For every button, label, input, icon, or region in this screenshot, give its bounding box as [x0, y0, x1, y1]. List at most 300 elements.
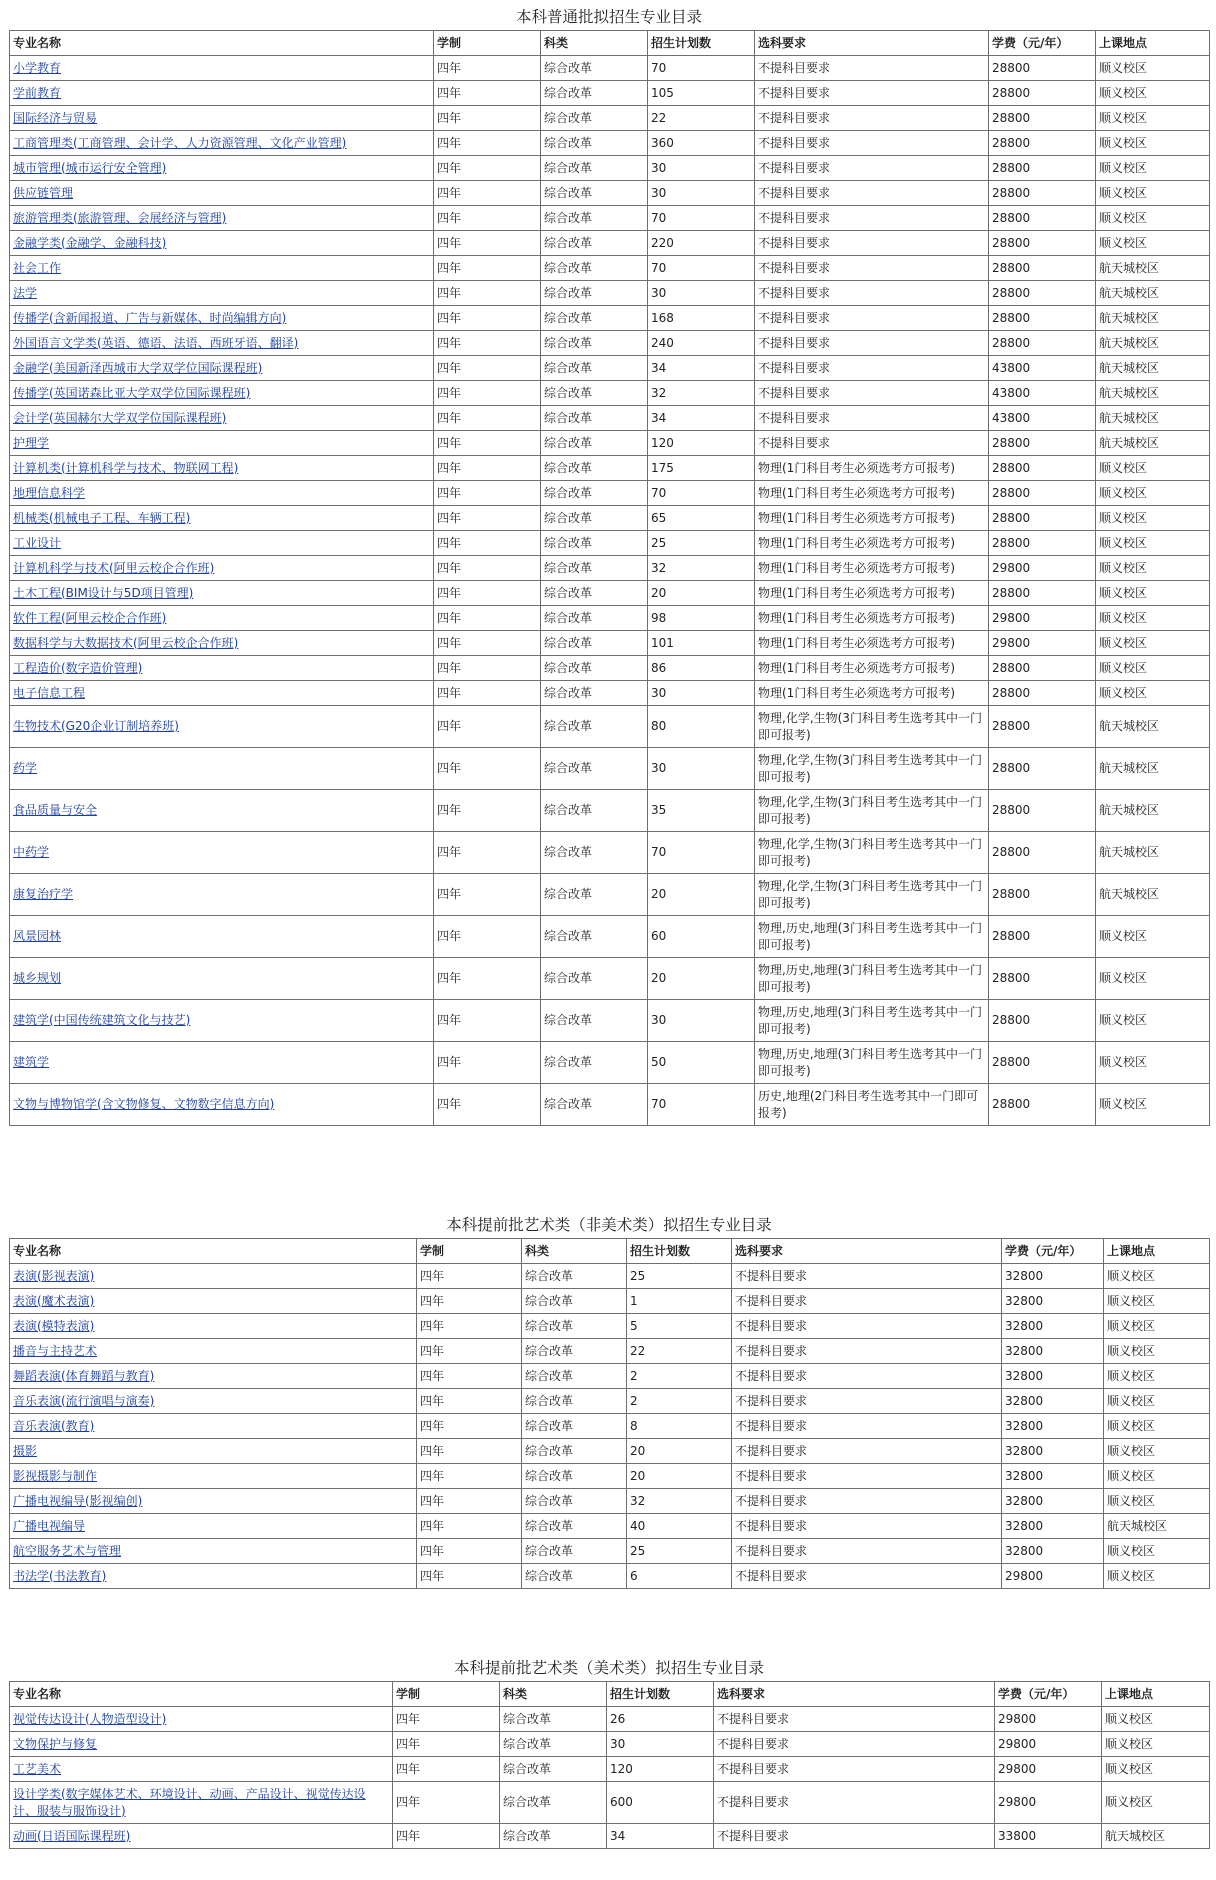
major-name-cell — [10, 1707, 393, 1732]
subject-requirement-cell: 不提科目要求 — [755, 106, 989, 131]
major-link[interactable]: 机械类(机械电子工程、车辆工程) — [13, 510, 191, 525]
quota-cell: 120 — [648, 431, 755, 456]
section-title: 本科提前批艺术类（非美术类）拟招生专业目录 — [446, 1216, 772, 1234]
tuition-cell: 28800 — [989, 131, 1096, 156]
table-row — [10, 958, 1210, 1000]
duration-cell: 四年 — [434, 656, 541, 681]
duration-cell: 四年 — [393, 1707, 500, 1732]
subject-requirement-cell: 不提科目要求 — [755, 281, 989, 306]
subject-requirement-cell: 物理(1门科目考生必须选考方可报考) — [755, 556, 989, 581]
quota-cell: 65 — [648, 506, 755, 531]
tuition-cell: 28800 — [989, 531, 1096, 556]
duration-cell: 四年 — [434, 281, 541, 306]
major-name-cell — [10, 356, 434, 381]
quota-cell: 30 — [648, 181, 755, 206]
major-link[interactable]: 广播电视编导(影视编创) — [13, 1493, 143, 1508]
major-link[interactable]: 金融学类(金融学、金融科技) — [13, 235, 167, 250]
major-name-cell — [10, 281, 434, 306]
major-name-cell — [10, 1564, 417, 1589]
campus-cell: 顺义校区 — [1096, 206, 1210, 231]
subject-requirement-cell: 物理,历史,地理(3门科目考生选考其中一门即可报考) — [755, 1042, 989, 1084]
major-link[interactable]: 食品质量与安全 — [13, 803, 98, 817]
quota-cell: 20 — [648, 581, 755, 606]
major-name-cell — [10, 1824, 393, 1849]
duration-cell: 四年 — [434, 381, 541, 406]
table-row — [10, 1707, 1210, 1732]
major-name-cell — [10, 456, 434, 481]
major-link[interactable]: 工业设计 — [13, 535, 62, 550]
tuition-cell: 28800 — [989, 1042, 1096, 1084]
major-link[interactable]: 摄影 — [13, 1443, 38, 1458]
table-row — [10, 306, 1210, 331]
majors-table — [9, 1238, 1210, 1589]
header-tuition: 学费（元/年） — [989, 31, 1096, 56]
major-name-cell — [10, 1000, 434, 1042]
campus-cell: 顺义校区 — [1096, 456, 1210, 481]
tuition-cell: 28800 — [989, 206, 1096, 231]
major-name-cell — [10, 256, 434, 281]
major-name-cell — [10, 958, 434, 1000]
major-name-cell — [10, 1389, 417, 1414]
subject-requirement-cell: 物理(1门科目考生必须选考方可报考) — [755, 481, 989, 506]
duration-cell: 四年 — [434, 306, 541, 331]
subject-requirement-cell: 不提科目要求 — [732, 1414, 1002, 1439]
major-link[interactable]: 法学 — [13, 285, 38, 300]
category-cell: 综合改革 — [522, 1439, 627, 1464]
major-link[interactable]: 表演(模特表演) — [13, 1318, 95, 1333]
major-name-cell — [10, 1042, 434, 1084]
major-link[interactable]: 广播电视编导 — [13, 1518, 86, 1533]
category-cell: 综合改革 — [522, 1564, 627, 1589]
category-cell: 综合改革 — [541, 231, 648, 256]
major-link[interactable]: 建筑学 — [13, 1055, 50, 1069]
header-duration: 学制 — [417, 1239, 522, 1264]
duration-cell: 四年 — [434, 56, 541, 81]
section-art-non-fine — [9, 1212, 1209, 1589]
tuition-cell: 28800 — [989, 1000, 1096, 1042]
campus-cell: 航天城校区 — [1096, 706, 1210, 748]
header-campus: 上课地点 — [1104, 1239, 1210, 1264]
major-name-cell — [10, 581, 434, 606]
major-link[interactable]: 舞蹈表演(体育舞蹈与教育) — [13, 1368, 155, 1383]
campus-cell: 航天城校区 — [1102, 1824, 1210, 1849]
quota-cell: 5 — [627, 1314, 732, 1339]
majors-table — [9, 1681, 1210, 1849]
duration-cell: 四年 — [434, 456, 541, 481]
major-name-cell — [10, 1539, 417, 1564]
duration-cell: 四年 — [434, 106, 541, 131]
subject-requirement-cell: 不提科目要求 — [714, 1732, 995, 1757]
major-link[interactable]: 传播学(含新闻报道、广告与新媒体、时尚编辑方向) — [13, 310, 287, 325]
major-link[interactable]: 表演(魔术表演) — [13, 1293, 95, 1308]
major-link[interactable]: 文物与博物馆学(含文物修复、文物数字信息方向) — [13, 1097, 275, 1111]
tuition-cell: 43800 — [989, 356, 1096, 381]
campus-cell: 顺义校区 — [1104, 1539, 1210, 1564]
subject-requirement-cell: 物理,历史,地理(3门科目考生选考其中一门即可报考) — [755, 1000, 989, 1042]
table-row — [10, 681, 1210, 706]
quota-cell: 70 — [648, 56, 755, 81]
campus-cell: 顺义校区 — [1096, 631, 1210, 656]
campus-cell: 顺义校区 — [1096, 1000, 1210, 1042]
tuition-cell: 29800 — [995, 1732, 1102, 1757]
category-cell: 综合改革 — [541, 256, 648, 281]
duration-cell: 四年 — [417, 1389, 522, 1414]
major-link[interactable]: 学前教育 — [13, 85, 62, 100]
subject-requirement-cell: 不提科目要求 — [755, 256, 989, 281]
subject-requirement-cell: 物理(1门科目考生必须选考方可报考) — [755, 606, 989, 631]
major-link[interactable]: 康复治疗学 — [13, 887, 74, 901]
campus-cell: 顺义校区 — [1096, 506, 1210, 531]
subject-requirement-cell: 不提科目要求 — [732, 1314, 1002, 1339]
subject-requirement-cell: 物理(1门科目考生必须选考方可报考) — [755, 681, 989, 706]
quota-cell: 40 — [627, 1514, 732, 1539]
major-link[interactable]: 护理学 — [13, 435, 50, 450]
major-link[interactable]: 计算机科学与技术(阿里云校企合作班) — [13, 560, 215, 575]
duration-cell: 四年 — [434, 356, 541, 381]
header-category: 科类 — [522, 1239, 627, 1264]
duration-cell: 四年 — [434, 790, 541, 832]
subject-requirement-cell: 物理(1门科目考生必须选考方可报考) — [755, 456, 989, 481]
tuition-cell: 29800 — [1002, 1564, 1104, 1589]
subject-requirement-cell: 不提科目要求 — [755, 406, 989, 431]
major-link[interactable]: 航空服务艺术与管理 — [13, 1543, 122, 1558]
subject-requirement-cell: 物理,历史,地理(3门科目考生选考其中一门即可报考) — [755, 958, 989, 1000]
campus-cell: 顺义校区 — [1104, 1264, 1210, 1289]
quota-cell: 8 — [627, 1414, 732, 1439]
tuition-cell: 29800 — [989, 556, 1096, 581]
table-row — [10, 556, 1210, 581]
tuition-cell: 29800 — [989, 606, 1096, 631]
header-campus: 上课地点 — [1102, 1682, 1210, 1707]
category-cell: 综合改革 — [541, 556, 648, 581]
header-major: 专业名称 — [10, 1239, 417, 1264]
campus-cell: 顺义校区 — [1104, 1464, 1210, 1489]
major-link[interactable]: 表演(影视表演) — [13, 1268, 95, 1283]
tuition-cell: 32800 — [1002, 1339, 1104, 1364]
majors-table — [9, 30, 1210, 1126]
category-cell: 综合改革 — [500, 1782, 607, 1824]
major-name-cell — [10, 1264, 417, 1289]
campus-cell: 航天城校区 — [1096, 356, 1210, 381]
category-cell: 综合改革 — [541, 1042, 648, 1084]
campus-cell: 顺义校区 — [1096, 131, 1210, 156]
campus-cell: 顺义校区 — [1096, 106, 1210, 131]
table-row — [10, 1539, 1210, 1564]
campus-cell: 顺义校区 — [1104, 1389, 1210, 1414]
tuition-cell: 28800 — [989, 456, 1096, 481]
campus-cell: 顺义校区 — [1096, 231, 1210, 256]
campus-cell: 顺义校区 — [1104, 1439, 1210, 1464]
major-name-cell — [10, 56, 434, 81]
category-cell: 综合改革 — [541, 206, 648, 231]
category-cell: 综合改革 — [541, 1084, 648, 1126]
quota-cell: 32 — [648, 381, 755, 406]
header-subject-req: 选科要求 — [755, 31, 989, 56]
category-cell: 综合改革 — [522, 1464, 627, 1489]
table-row — [10, 706, 1210, 748]
major-link[interactable]: 电子信息工程 — [13, 685, 86, 700]
duration-cell: 四年 — [417, 1289, 522, 1314]
quota-cell: 30 — [607, 1732, 714, 1757]
quota-cell: 34 — [648, 406, 755, 431]
category-cell: 综合改革 — [522, 1539, 627, 1564]
duration-cell: 四年 — [393, 1732, 500, 1757]
major-link[interactable]: 影视摄影与制作 — [13, 1468, 98, 1483]
subject-requirement-cell: 不提科目要求 — [755, 231, 989, 256]
table-row — [10, 1414, 1210, 1439]
subject-requirement-cell: 不提科目要求 — [755, 81, 989, 106]
table-row — [10, 281, 1210, 306]
quota-cell: 34 — [607, 1824, 714, 1849]
table-row — [10, 1824, 1210, 1849]
major-link[interactable]: 计算机类(计算机科学与技术、物联网工程) — [13, 460, 239, 475]
campus-cell: 顺义校区 — [1096, 606, 1210, 631]
tuition-cell: 33800 — [995, 1824, 1102, 1849]
tuition-cell: 32800 — [1002, 1364, 1104, 1389]
major-name-cell — [10, 331, 434, 356]
table-row — [10, 1514, 1210, 1539]
table-row — [10, 106, 1210, 131]
subject-requirement-cell: 不提科目要求 — [714, 1824, 995, 1849]
major-link[interactable]: 地理信息科学 — [13, 485, 86, 500]
category-cell: 综合改革 — [541, 958, 648, 1000]
major-link[interactable]: 建筑学(中国传统建筑文化与技艺) — [13, 1013, 191, 1027]
tuition-cell: 28800 — [989, 790, 1096, 832]
quota-cell: 34 — [648, 356, 755, 381]
duration-cell: 四年 — [434, 681, 541, 706]
subject-requirement-cell: 不提科目要求 — [732, 1289, 1002, 1314]
tuition-cell: 28800 — [989, 106, 1096, 131]
category-cell: 综合改革 — [541, 306, 648, 331]
category-cell: 综合改革 — [541, 281, 648, 306]
quota-cell: 220 — [648, 231, 755, 256]
campus-cell: 航天城校区 — [1096, 281, 1210, 306]
campus-cell: 顺义校区 — [1096, 556, 1210, 581]
major-link[interactable]: 土木工程(BIM设计与5D项目管理) — [13, 585, 194, 600]
table-row — [10, 1000, 1210, 1042]
tuition-cell: 43800 — [989, 406, 1096, 431]
subject-requirement-cell: 不提科目要求 — [755, 306, 989, 331]
header-quota: 招生计划数 — [607, 1682, 714, 1707]
major-link[interactable]: 工程造价(数字造价管理) — [13, 660, 143, 675]
quota-cell: 1 — [627, 1289, 732, 1314]
subject-requirement-cell: 物理,化学,生物(3门科目考生选考其中一门即可报考) — [755, 832, 989, 874]
table-row — [10, 331, 1210, 356]
major-link[interactable]: 传播学(英国诺森比亚大学双学位国际课程班) — [13, 385, 251, 400]
table-row — [10, 81, 1210, 106]
major-link[interactable]: 会计学(英国赫尔大学双学位国际课程班) — [13, 410, 227, 425]
quota-cell: 70 — [648, 481, 755, 506]
campus-cell: 顺义校区 — [1096, 81, 1210, 106]
table-row — [10, 1782, 1210, 1824]
header-tuition: 学费（元/年） — [1002, 1239, 1104, 1264]
subject-requirement-cell: 物理,化学,生物(3门科目考生选考其中一门即可报考) — [755, 874, 989, 916]
major-link[interactable]: 播音与主持艺术 — [13, 1343, 98, 1358]
major-link[interactable]: 视觉传达设计(人物造型设计) — [13, 1711, 167, 1726]
subject-requirement-cell: 不提科目要求 — [714, 1707, 995, 1732]
subject-requirement-cell: 不提科目要求 — [732, 1364, 1002, 1389]
table-row — [10, 56, 1210, 81]
campus-cell: 航天城校区 — [1104, 1514, 1210, 1539]
subject-requirement-cell: 不提科目要求 — [755, 131, 989, 156]
category-cell: 综合改革 — [522, 1389, 627, 1414]
quota-cell: 30 — [648, 681, 755, 706]
major-link[interactable]: 书法学(书法教育) — [13, 1568, 107, 1583]
major-link[interactable]: 城乡规划 — [13, 971, 62, 985]
table-row — [10, 1757, 1210, 1782]
subject-requirement-cell: 不提科目要求 — [755, 356, 989, 381]
table-row — [10, 1264, 1210, 1289]
major-link[interactable]: 国际经济与贸易 — [13, 110, 98, 125]
table-row — [10, 1084, 1210, 1126]
campus-cell: 顺义校区 — [1104, 1414, 1210, 1439]
duration-cell: 四年 — [417, 1339, 522, 1364]
campus-cell: 顺义校区 — [1102, 1732, 1210, 1757]
header-category: 科类 — [541, 31, 648, 56]
major-name-cell — [10, 706, 434, 748]
header-category: 科类 — [500, 1682, 607, 1707]
header-quota: 招生计划数 — [627, 1239, 732, 1264]
major-name-cell — [10, 1439, 417, 1464]
major-link[interactable]: 文物保护与修复 — [13, 1736, 98, 1751]
table-row — [10, 506, 1210, 531]
table-row — [10, 256, 1210, 281]
major-link[interactable]: 外国语言文学类(英语、德语、法语、西班牙语、翻译) — [13, 335, 299, 350]
category-cell: 综合改革 — [541, 431, 648, 456]
category-cell: 综合改革 — [541, 581, 648, 606]
duration-cell: 四年 — [434, 1042, 541, 1084]
section-general-batch — [9, 4, 1209, 1126]
table-row — [10, 790, 1210, 832]
table-row — [10, 581, 1210, 606]
major-link[interactable]: 风景园林 — [13, 929, 62, 943]
tuition-cell: 28800 — [989, 958, 1096, 1000]
category-cell: 综合改革 — [541, 406, 648, 431]
category-cell: 综合改革 — [541, 356, 648, 381]
header-duration: 学制 — [393, 1682, 500, 1707]
table-row — [10, 1389, 1210, 1414]
quota-cell: 26 — [607, 1707, 714, 1732]
campus-cell: 顺义校区 — [1096, 1084, 1210, 1126]
duration-cell: 四年 — [434, 832, 541, 874]
subject-requirement-cell: 物理,化学,生物(3门科目考生选考其中一门即可报考) — [755, 748, 989, 790]
subject-requirement-cell: 不提科目要求 — [755, 206, 989, 231]
major-name-cell — [10, 874, 434, 916]
table-header-row — [10, 1239, 1210, 1264]
major-link[interactable]: 设计学类(数字媒体艺术、环境设计、动画、产品设计、视觉传达设计、服装与服饰设计) — [13, 1786, 366, 1818]
duration-cell: 四年 — [434, 916, 541, 958]
subject-requirement-cell: 不提科目要求 — [732, 1264, 1002, 1289]
header-subject-req: 选科要求 — [732, 1239, 1002, 1264]
table-row — [10, 748, 1210, 790]
major-link[interactable]: 金融学(美国新泽西城市大学双学位国际课程班) — [13, 360, 263, 375]
table-header-row — [10, 31, 1210, 56]
quota-cell: 101 — [648, 631, 755, 656]
category-cell: 综合改革 — [541, 1000, 648, 1042]
subject-requirement-cell: 物理(1门科目考生必须选考方可报考) — [755, 656, 989, 681]
duration-cell: 四年 — [417, 1464, 522, 1489]
major-link[interactable]: 工艺美术 — [13, 1761, 62, 1776]
table-row — [10, 381, 1210, 406]
quota-cell: 120 — [607, 1757, 714, 1782]
table-row — [10, 406, 1210, 431]
major-name-cell — [10, 381, 434, 406]
table-row — [10, 1364, 1210, 1389]
tuition-cell: 29800 — [989, 631, 1096, 656]
major-name-cell — [10, 206, 434, 231]
category-cell: 综合改革 — [522, 1314, 627, 1339]
tuition-cell: 29800 — [995, 1757, 1102, 1782]
major-link[interactable]: 数据科学与大数据技术(阿里云校企合作班) — [13, 635, 239, 650]
tuition-cell: 32800 — [1002, 1464, 1104, 1489]
duration-cell: 四年 — [434, 1000, 541, 1042]
table-row — [10, 431, 1210, 456]
duration-cell: 四年 — [434, 481, 541, 506]
quota-cell: 86 — [648, 656, 755, 681]
tuition-cell: 32800 — [1002, 1539, 1104, 1564]
tuition-cell: 28800 — [989, 916, 1096, 958]
quota-cell: 70 — [648, 832, 755, 874]
category-cell: 综合改革 — [500, 1824, 607, 1849]
major-link[interactable]: 生物技术(G20企业订制培养班) — [13, 719, 179, 733]
header-tuition: 学费（元/年） — [995, 1682, 1102, 1707]
campus-cell: 顺义校区 — [1096, 56, 1210, 81]
major-name-cell — [10, 1464, 417, 1489]
major-name-cell — [10, 1782, 393, 1824]
tuition-cell: 28800 — [989, 306, 1096, 331]
major-link[interactable]: 旅游管理类(旅游管理、会展经济与管理) — [13, 210, 227, 225]
table-row — [10, 1439, 1210, 1464]
major-link[interactable]: 软件工程(阿里云校企合作班) — [13, 610, 167, 625]
campus-cell: 航天城校区 — [1096, 832, 1210, 874]
subject-requirement-cell: 物理,化学,生物(3门科目考生选考其中一门即可报考) — [755, 790, 989, 832]
major-name-cell — [10, 1084, 434, 1126]
duration-cell: 四年 — [417, 1564, 522, 1589]
quota-cell: 70 — [648, 1084, 755, 1126]
quota-cell: 70 — [648, 256, 755, 281]
category-cell: 综合改革 — [541, 106, 648, 131]
category-cell: 综合改革 — [541, 531, 648, 556]
major-link[interactable]: 社会工作 — [13, 260, 62, 275]
major-link[interactable]: 音乐表演(流行演唱与演奏) — [13, 1393, 155, 1408]
major-link[interactable]: 城市管理(城市运行安全管理) — [13, 160, 167, 175]
tuition-cell: 28800 — [989, 832, 1096, 874]
category-cell: 综合改革 — [500, 1757, 607, 1782]
major-link[interactable]: 小学教育 — [13, 60, 62, 75]
major-name-cell — [10, 656, 434, 681]
major-name-cell — [10, 181, 434, 206]
major-link[interactable]: 动画(日语国际课程班) — [13, 1828, 131, 1843]
subject-requirement-cell: 不提科目要求 — [755, 331, 989, 356]
major-link[interactable]: 中药学 — [13, 845, 50, 859]
quota-cell: 20 — [648, 958, 755, 1000]
tuition-cell: 28800 — [989, 874, 1096, 916]
duration-cell: 四年 — [434, 156, 541, 181]
major-link[interactable]: 供应链管理 — [13, 185, 74, 200]
category-cell: 综合改革 — [541, 156, 648, 181]
major-link[interactable]: 工商管理类(工商管理、会计学、人力资源管理、文化产业管理) — [13, 135, 347, 150]
subject-requirement-cell: 不提科目要求 — [732, 1339, 1002, 1364]
quota-cell: 70 — [648, 206, 755, 231]
category-cell: 综合改革 — [541, 381, 648, 406]
major-link[interactable]: 药学 — [13, 761, 38, 775]
tuition-cell: 32800 — [1002, 1514, 1104, 1539]
category-cell: 综合改革 — [541, 456, 648, 481]
major-link[interactable]: 音乐表演(教育) — [13, 1418, 95, 1433]
subject-requirement-cell: 物理(1门科目考生必须选考方可报考) — [755, 531, 989, 556]
duration-cell: 四年 — [393, 1824, 500, 1849]
category-cell: 综合改革 — [541, 331, 648, 356]
